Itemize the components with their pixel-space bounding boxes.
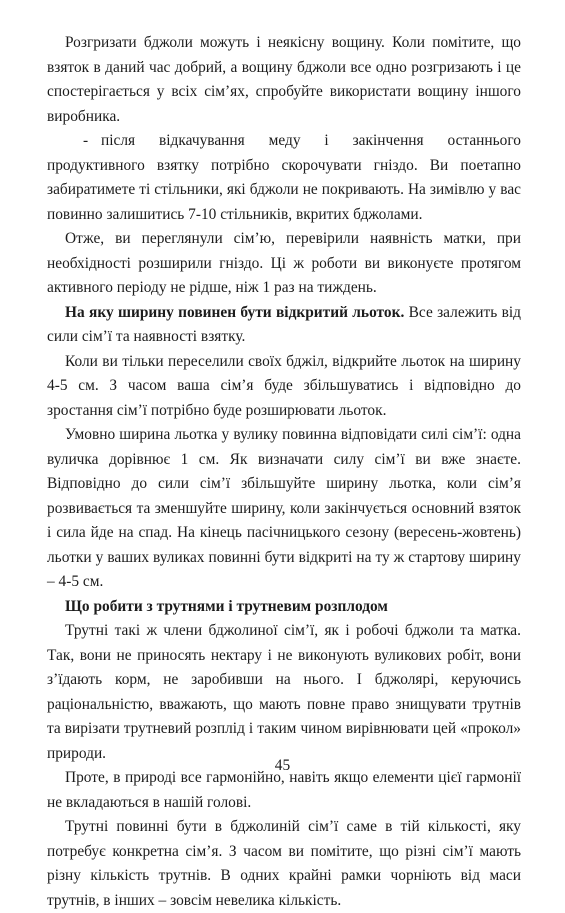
paragraph: Трутні такі ж члени бджолиної сім’ї, як і робочі бджоли та матка. Так, вони не приносять нектару і не виконують вуликових робіт, вони з’їдають корм, не заробивши на нього. І бджолярі, керуючись раціональністю, вважають, що мають повне право знищувати трутнів та вирізати трутневий розплід і таким чином вирівнювати цей «прокол» природи. <box>47 622 521 762</box>
section-heading: Що робити з трутнями і трутневим розплодом <box>65 597 388 615</box>
paragraph: Отже, ви переглянули сім’ю, перевірили наявність матки, при необхідності розширили гніздо. Ці ж роботи ви виконуєте протягом активного періоду не рідше, ніж 1 раз на тиждень. <box>47 230 521 296</box>
paragraph: Трутні повинні бути в бджолиній сім’ї саме в тій кількості, яку потребує конкретна сім’я. З часом ви помітите, що різні сім’ї мають різну кількість трутнів. В одних крайні рамки чорніють від маси трутнів, в інших – зовсім невелика кількість. <box>47 818 521 909</box>
inline-heading: На яку ширину повинен бути відкритий льоток. <box>65 303 405 321</box>
paragraph: Розгризати бджоли можуть і неякісну вощину. Коли помітите, що взяток в даний час добрий, а вощину бджоли все одно розгризають і це спостерігається у всіх сім’ях, спробуйте використати вощину іншого виробника. <box>47 34 521 125</box>
paragraph-with-heading <box>47 301 521 350</box>
paragraph: Умовно ширина льотка у вулику повинна відповідати силі сім’ї: одна вуличка дорівнює 1 см. Як визначати силу сім’ї ви вже знаєте. Відповідно до сили сім’ї збільшуйте ширину льотка, коли сім’я розвивається та зменшуйте ширину, коли закінчується основний взяток і сила йде на спад. На кінець пасічницького сезону (вересень-жовтень) льотки у ваших вуликах повинні бути відкриті на ту ж стартову ширину – 4-5 см. <box>47 426 521 590</box>
page-number: 45 <box>274 757 291 774</box>
paragraph: Проте, в природі все гармонійно, навіть якщо елементи цієї гармонії не вкладаються в нашій голові. <box>47 769 521 811</box>
paragraph: Коли ви тільки переселили своїх бджіл, відкрийте льоток на ширину 4-5 см. З часом ваша сім’я буде збільшуватись і відповідно до зростання сім’ї потрібно буде розширювати льоток. <box>47 352 521 419</box>
paragraph-text: Все залежить від сили сім’ї та наявності взятку. <box>47 303 521 345</box>
dash-marker: - <box>83 132 89 149</box>
page-body <box>47 31 521 913</box>
paragraph-text: після відкачування меду і закінчення останнього продуктивного взятку потрібно скорочувати гніздо. Ви поетапно забиратимете ті стільники, які бджоли не покривають. На зимівлю у вас повинно залишитись 7-10 стільників, вкритих бджолами. <box>47 132 521 223</box>
paragraph-list-item <box>47 129 521 227</box>
